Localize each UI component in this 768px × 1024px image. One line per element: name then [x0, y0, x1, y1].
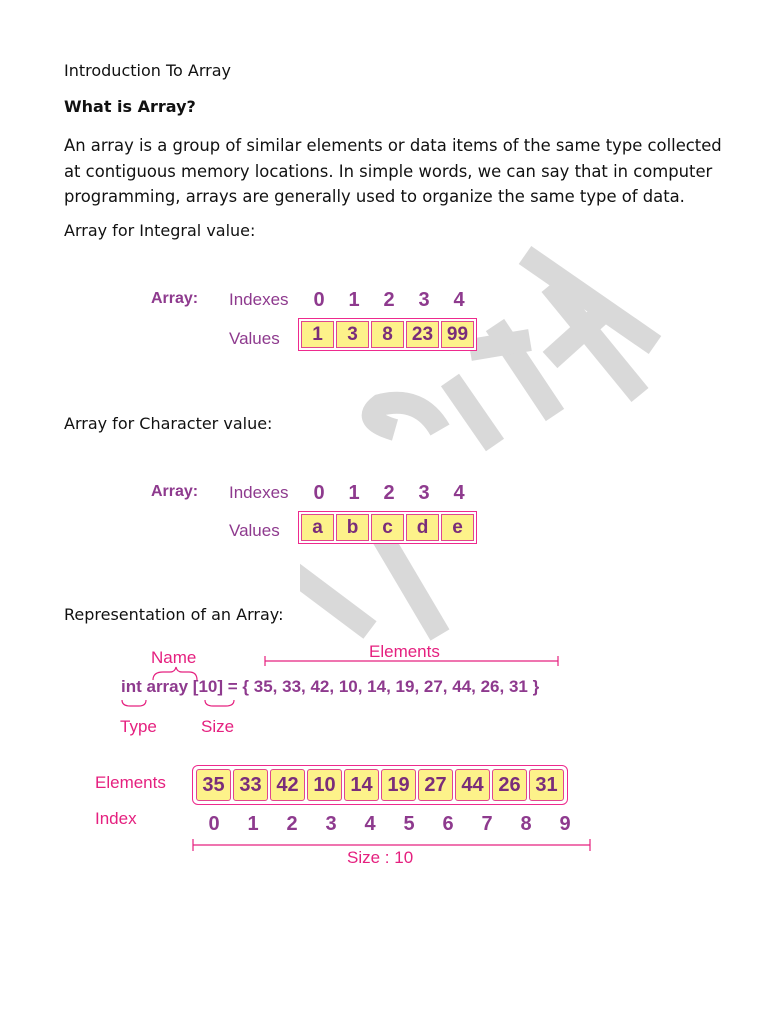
elements-top-label: Elements: [369, 642, 440, 661]
array-declaration: int array [10] = { 35, 33, 42, 10, 14, 19, 27, 44, 26, 31 }: [121, 677, 540, 696]
index-number: 1: [247, 813, 259, 835]
element-cell: 14: [344, 769, 379, 801]
indexes-label: Indexes: [229, 483, 289, 502]
index-number: 2: [286, 813, 298, 835]
index-number: 9: [559, 813, 571, 835]
index-number: 2: [383, 482, 395, 504]
value-cell: 3: [336, 321, 369, 348]
character-caption: Array for Character value:: [64, 414, 273, 433]
element-cell: 26: [492, 769, 527, 801]
value-cell: c: [371, 514, 404, 541]
values-label: Values: [229, 521, 280, 540]
index-number: 0: [313, 289, 325, 311]
integral-caption: Array for Integral value:: [64, 221, 256, 240]
element-cell: 44: [455, 769, 490, 801]
name-label: Name: [151, 648, 197, 667]
element-cell: 33: [233, 769, 268, 801]
index-number: 4: [364, 813, 376, 835]
page-heading: Introduction To Array: [64, 61, 231, 80]
elements-label: Elements: [95, 773, 166, 792]
value-cell: b: [336, 514, 369, 541]
index-number: 2: [383, 289, 395, 311]
value-cell: e: [441, 514, 474, 541]
index-number: 1: [348, 482, 360, 504]
size-caption: Size : 10: [347, 848, 414, 867]
value-cell: a: [301, 514, 334, 541]
index-number: 6: [442, 813, 454, 835]
element-cells: [192, 765, 568, 805]
size-label: Size: [201, 717, 235, 736]
index-number: 0: [313, 482, 325, 504]
index-number: 5: [403, 813, 415, 835]
index-label: Index: [95, 809, 137, 828]
element-cell: 10: [307, 769, 342, 801]
value-cell: 8: [371, 321, 404, 348]
indexes-label: Indexes: [229, 290, 289, 309]
array-label: Array:: [151, 290, 199, 307]
type-label: Type: [120, 717, 157, 736]
value-cells: [298, 318, 477, 351]
array-label: Array:: [151, 483, 199, 500]
element-cell: 42: [270, 769, 305, 801]
index-number: 7: [481, 813, 493, 835]
index-number: 3: [418, 482, 430, 504]
values-label: Values: [229, 329, 280, 348]
value-cell: 99: [441, 321, 474, 348]
element-cell: 27: [418, 769, 453, 801]
index-number: 3: [325, 813, 337, 835]
element-cell: 31: [529, 769, 564, 801]
value-cell: d: [406, 514, 439, 541]
value-cell: 23: [406, 321, 439, 348]
value-cells: [298, 511, 477, 544]
index-number: 4: [453, 289, 465, 311]
section-title: What is Array?: [64, 97, 196, 116]
index-number: 4: [453, 482, 465, 504]
element-cell: 35: [196, 769, 231, 801]
index-number: 8: [520, 813, 532, 835]
index-number: 3: [418, 289, 430, 311]
intro-paragraph: An array is a group of similar elements or data items of the same type collected at contiguous memory locations. In simple words, we can say that in computer programming, arrays are generally used to organize the same type of data.: [64, 136, 722, 206]
element-cell: 19: [381, 769, 416, 801]
watermark: [300, 230, 760, 650]
representation-caption: Representation of an Array:: [64, 605, 284, 624]
value-cell: 1: [301, 321, 334, 348]
index-number: 1: [348, 289, 360, 311]
index-number: 0: [208, 813, 220, 835]
